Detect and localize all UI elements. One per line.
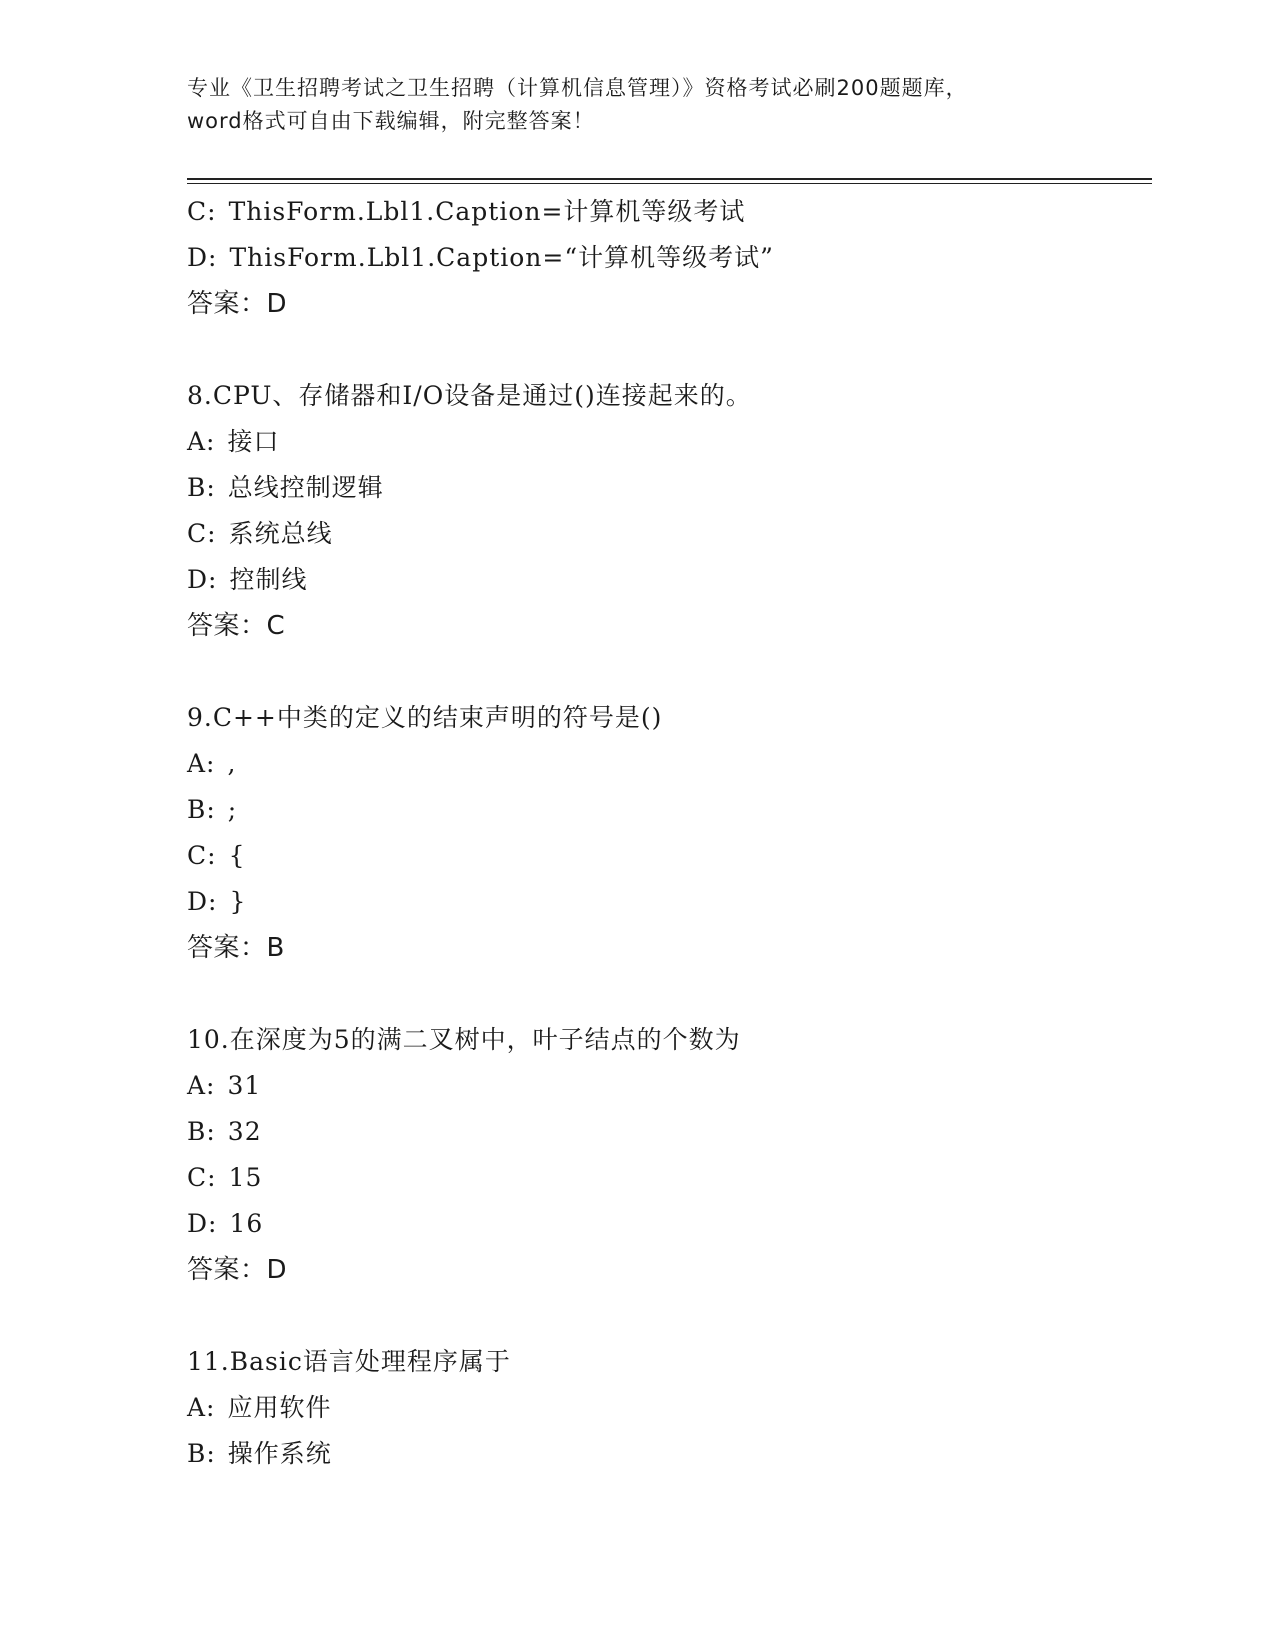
option-text: 32 <box>227 1117 262 1146</box>
option-text: 应用软件 <box>227 1393 332 1422</box>
option-line <box>187 1385 1147 1431</box>
answer-line: 答案：B <box>187 933 285 963</box>
question-stem: 11.Basic语言处理程序属于 <box>187 1347 511 1376</box>
question-stem: 10.在深度为5的满二叉树中，叶子结点的个数为 <box>187 1025 741 1054</box>
header-divider-bottom <box>187 183 1152 184</box>
option-letter: C: <box>187 1163 217 1192</box>
header-line-1: 专业《卫生招聘考试之卫生招聘（计算机信息管理）》资格考试必刷200题题库， <box>187 76 968 100</box>
option-text: , <box>227 749 237 778</box>
option-line <box>187 1063 1147 1109</box>
option-line <box>187 787 1147 833</box>
answer-line: 答案：D <box>187 1255 288 1285</box>
option-line <box>187 189 1147 235</box>
option-letter: C: <box>187 519 217 548</box>
option-letter: C: <box>187 197 217 226</box>
question-stem: 8.CPU、存储器和I/O设备是通过()连接起来的。 <box>187 381 752 410</box>
option-letter: B: <box>187 473 216 502</box>
header-line-2: word格式可自由下载编辑，附完整答案！ <box>187 109 595 133</box>
option-letter: B: <box>187 1439 216 1468</box>
question-list <box>187 189 1147 1477</box>
document-header <box>187 72 1087 138</box>
spacer <box>187 971 1147 1017</box>
option-text: 系统总线 <box>228 519 333 548</box>
option-text: ; <box>227 795 238 824</box>
option-letter: A: <box>187 427 216 456</box>
option-text: 16 <box>229 1209 264 1238</box>
spacer <box>187 649 1147 695</box>
option-text: ThisForm.Lbl1.Caption=计算机等级考试 <box>228 197 746 226</box>
option-letter: A: <box>187 1393 216 1422</box>
question-stem: 9.C++中类的定义的结束声明的符号是() <box>187 703 663 732</box>
option-line <box>187 235 1147 281</box>
option-line <box>187 1109 1147 1155</box>
option-text: { <box>228 841 246 870</box>
option-line <box>187 465 1147 511</box>
option-letter: D: <box>187 1209 218 1238</box>
answer-line: 答案：D <box>187 289 288 319</box>
answer-line: 答案：C <box>187 611 286 641</box>
option-letter: D: <box>187 243 218 272</box>
option-letter: A: <box>187 1071 216 1100</box>
option-letter: D: <box>187 887 218 916</box>
option-text: ThisForm.Lbl1.Caption=“计算机等级考试” <box>229 243 774 272</box>
option-text: 接口 <box>227 427 280 456</box>
option-letter: A: <box>187 749 216 778</box>
spacer <box>187 1293 1147 1339</box>
option-letter: B: <box>187 795 216 824</box>
option-text: 总线控制逻辑 <box>227 473 384 502</box>
option-line <box>187 419 1147 465</box>
option-line <box>187 1155 1147 1201</box>
option-line <box>187 879 1147 925</box>
option-line <box>187 741 1147 787</box>
option-letter: C: <box>187 841 217 870</box>
option-text: 控制线 <box>229 565 308 594</box>
header-divider-top <box>187 178 1152 180</box>
option-text: 15 <box>228 1163 263 1192</box>
option-letter: D: <box>187 565 218 594</box>
option-text: } <box>229 887 247 916</box>
spacer <box>187 327 1147 373</box>
option-line <box>187 1431 1147 1477</box>
option-text: 31 <box>227 1071 262 1100</box>
option-line <box>187 557 1147 603</box>
option-line <box>187 511 1147 557</box>
option-letter: B: <box>187 1117 216 1146</box>
option-line <box>187 833 1147 879</box>
option-line <box>187 1201 1147 1247</box>
option-text: 操作系统 <box>227 1439 332 1468</box>
